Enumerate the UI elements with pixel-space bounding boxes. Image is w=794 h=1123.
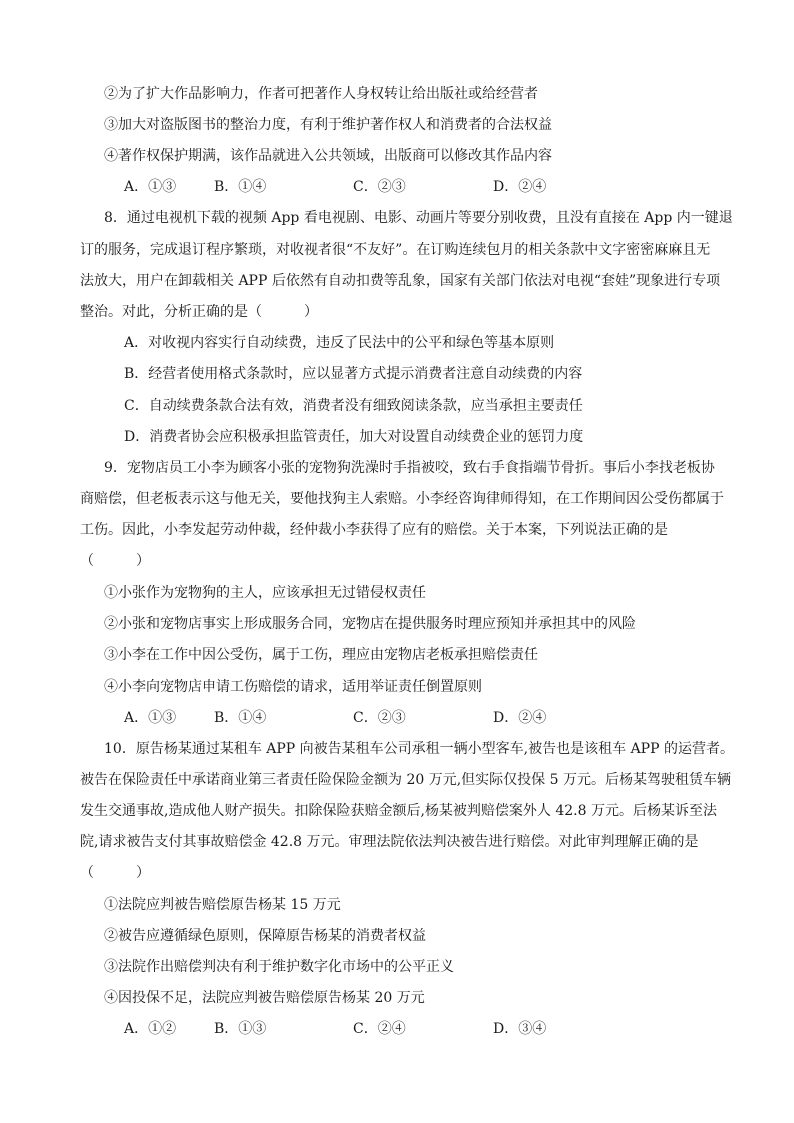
q9-item-2: ②小张和宠物店事实上形成服务合同，宠物店在提供服务时理应预知并承担其中的风险 xyxy=(104,616,636,632)
q8-stem-line-4: 整治。对此，分析正确的是（ ） xyxy=(80,304,318,320)
q9-choice-d[interactable]: D．②④ xyxy=(493,710,547,726)
q10-stem-line-2: 被告在保险责任中承诺商业第三者责任险保险金额为 20 万元,但实际仅投保 5 万元。后杨某驾驶租赁车辆 xyxy=(80,772,731,788)
q9-stem-line-4: （ ） xyxy=(80,553,150,569)
q7-choice-b[interactable]: B．①④ xyxy=(214,179,267,195)
q7-choice-a[interactable]: A．①③ xyxy=(124,179,177,195)
q10-stem-line-1: 10．原告杨某通过某租车 APP 向被告某租车公司承租一辆小型客车,被告也是该租车 APP 的运营者。 xyxy=(104,741,734,757)
q8-option-b[interactable]: B．经营者使用格式条款时，应以显著方式提示消费者注意自动续费的内容 xyxy=(124,366,583,382)
q9-stem-line-3: 工伤。因此，小李发起劳动仲裁，经仲裁小李获得了应有的赔偿。关于本案，下列说法正确的是 xyxy=(80,522,668,538)
q8-stem-line-2: 订的服务，完成退订程序繁琐，对收视者很“不友好”。在订购连续包月的相关条款中文字密密麻麻且无 xyxy=(80,242,711,258)
q10-stem-line-5: （ ） xyxy=(80,865,150,881)
q9-choice-b[interactable]: B．①④ xyxy=(214,710,267,726)
q9-item-1: ①小张作为宠物狗的主人，应该承担无过错侵权责任 xyxy=(104,585,426,601)
q10-stem-line-3: 发生交通事故,造成他人财产损失。扣除保险获赔金额后,杨某被判赔偿案外人 42.8 万元。后杨某诉至法 xyxy=(80,803,717,819)
q9-stem-line-2: 商赔偿，但老板表示这与他无关，要他找狗主人索赔。小李经咨询律师得知，在工作期间因公受伤都属于 xyxy=(80,491,724,507)
q9-item-3: ③小李在工作中因公受伤，属于工伤，理应由宠物店老板承担赔偿责任 xyxy=(104,647,538,663)
q9-item-4: ④小李向宠物店申请工伤赔偿的请求，适用举证责任倒置原则 xyxy=(104,679,482,695)
q10-stem-line-4: 院,请求被告支付其事故赔偿金 42.8 万元。审理法院依法判决被告进行赔偿。对此审判理解正确的是 xyxy=(80,834,699,850)
q7-choice-c[interactable]: C．②③ xyxy=(353,179,406,195)
q10-item-2: ②被告应遵循绿色原则，保障原告杨某的消费者权益 xyxy=(104,928,426,944)
q8-stem-line-1: 8．通过电视机下载的视频 App 看电视剧、电影、动画片等要分别收费，且没有直接在 App 内一键退 xyxy=(104,210,733,226)
q10-choice-c[interactable]: C．②④ xyxy=(353,1021,406,1037)
q7-item-3: ③加大对盗版图书的整治力度，有利于维护著作权人和消费者的合法权益 xyxy=(104,117,552,133)
q8-stem-line-3: 法放大，用户在卸载相关 APP 后依然有自动扣费等乱象，国家有关部门依法对电视“套娃”现象进行专项 xyxy=(80,273,721,289)
q10-item-1: ①法院应判被告赔偿原告杨某 15 万元 xyxy=(104,897,341,913)
q8-option-c[interactable]: C．自动续费条款合法有效，消费者没有细致阅读条款，应当承担主要责任 xyxy=(124,398,583,414)
q7-item-4: ④著作权保护期满，该作品就进入公共领域，出版商可以修改其作品内容 xyxy=(104,148,552,164)
q7-choice-d[interactable]: D．②④ xyxy=(493,179,547,195)
q9-choice-c[interactable]: C．②③ xyxy=(353,710,406,726)
q10-item-3: ③法院作出赔偿判决有利于维护数字化市场中的公平正义 xyxy=(104,959,454,975)
q10-choice-b[interactable]: B．①③ xyxy=(214,1021,267,1037)
q10-choice-a[interactable]: A．①② xyxy=(124,1021,177,1037)
q10-choice-d[interactable]: D．③④ xyxy=(493,1021,547,1037)
q8-option-a[interactable]: A．对收视内容实行自动续费，违反了民法中的公平和绿色等基本原则 xyxy=(124,335,555,351)
q8-option-d[interactable]: D．消费者协会应积极承担监管责任，加大对设置自动续费企业的惩罚力度 xyxy=(124,429,584,445)
q7-item-2: ②为了扩大作品影响力，作者可把著作人身权转让给出版社或给经营者 xyxy=(104,86,538,102)
q10-item-4: ④因投保不足，法院应判被告赔偿原告杨某 20 万元 xyxy=(104,990,425,1006)
q9-stem-line-1: 9．宠物店员工小李为顾客小张的宠物狗洗澡时手指被咬，致右手食指端节骨折。事后小李找老板协 xyxy=(104,460,715,476)
q9-choice-a[interactable]: A．①③ xyxy=(124,710,177,726)
